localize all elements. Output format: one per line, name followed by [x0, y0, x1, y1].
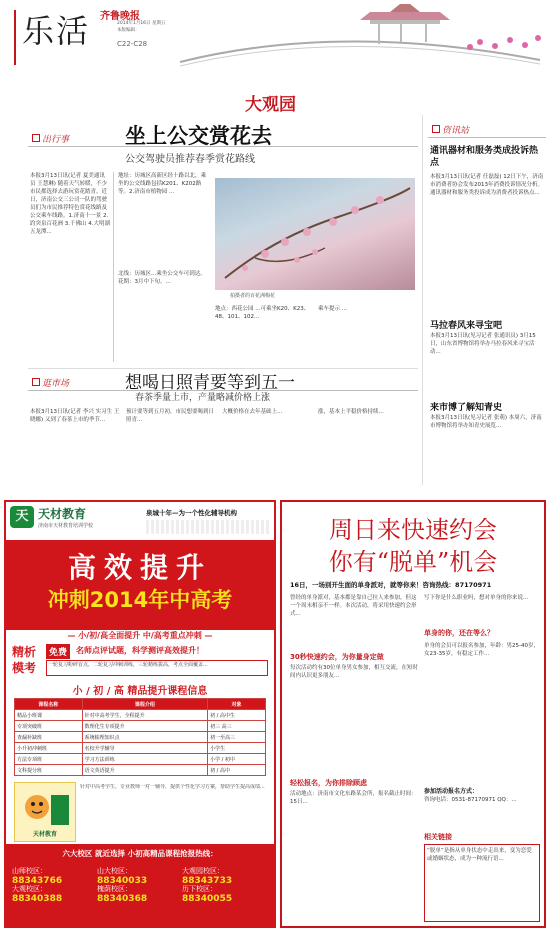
ad-slogan-fineprint	[146, 520, 271, 534]
article1-col1: 本报3月13日讯(记者 夏美通讯员 王慧琳) 随着天气转暖，不少市民都选择去游玩赏花踏青。近日，济南公交三公司一队的驾驶员们为市民推荐特色赏花线路及公交乘车线路。1.济南十一景 2.趵突泉百花洲 3.千佛山 4.大明湖五龙潭...	[30, 173, 110, 235]
ad-headline1: 高效提升	[67, 551, 212, 584]
plum-blossom-photo	[215, 178, 415, 290]
news-item2-title: 马拉春风来寻宝吧	[430, 321, 503, 331]
course-table-header: 课程名称	[15, 699, 83, 710]
ad-header	[6, 502, 274, 540]
course-cell: 小学 / 初中	[208, 754, 266, 765]
campus-phone: 88340055	[182, 894, 233, 904]
ad-free-line: 名师点评试题，科学测评高效提升！	[76, 646, 204, 655]
ad-right-headline2: 你有“脱单”机会	[328, 548, 498, 576]
ad-right-signup[interactable]: 咨询电话：0531-87170971 QQ：...	[424, 797, 517, 803]
ad-right-body2: 每次活动约有30位单身男女参加，相互交流，在短时间内认识更多朋友...	[290, 665, 419, 679]
course-cell: 语文英语提升	[82, 765, 207, 776]
ad-logo-sub: 济南市天材教育培训学校	[38, 523, 94, 529]
course-row	[15, 754, 266, 765]
campus-phone: 88340368	[97, 894, 148, 904]
ad-headline-block	[6, 540, 274, 630]
ad-headline2: 冲刺2014年中高考	[47, 588, 233, 612]
campus-name: 山大校区	[97, 867, 125, 875]
campus-name: 大观园校区	[182, 867, 217, 875]
course-cell: 名校升学辅导	[82, 743, 207, 754]
ad-feature-line: 一轮复习粉碎盲点，二轮复习冲刺训练，三轮精练拔高，考点全面覆盖...	[46, 660, 268, 676]
course-cell: 查漏补缺班	[15, 732, 83, 743]
campus-name: 历下校区	[182, 885, 210, 893]
masthead	[0, 0, 550, 70]
sidebar-divider	[422, 115, 423, 485]
ad-slogan: 泉城十年—为一个性化辅导机构	[146, 509, 237, 517]
tag-square-icon	[432, 125, 440, 133]
course-cell: 文科提分班	[15, 765, 83, 776]
campus-item[interactable]: 山师校区：88343766	[12, 867, 63, 886]
ad-bullet-text: 针对中高考学生，专业教师一对一辅导，提供个性化学习方案，帮助学生提高成绩...	[80, 784, 265, 790]
course-row	[15, 765, 266, 776]
course-cell: 精品小班课	[15, 710, 83, 721]
campus-phone: 88343766	[12, 876, 63, 886]
ad-subhead: — 小/初/高全面提升 中/高考重点冲刺 —	[67, 631, 213, 640]
course-row	[15, 721, 266, 732]
ad-right-related-body: “脱单”是指从单身状态中走出来，变为恋爱或婚姻状态，成为一种流行语...	[427, 848, 532, 862]
article1-title: 坐上公交赏花去	[125, 123, 272, 148]
news-item1-title: 通讯器材和服务类成投诉热点	[430, 146, 539, 168]
mascot-label: 天材教育	[32, 831, 57, 838]
ad-logo-text: 天材教育	[38, 507, 87, 521]
ad-block-label: 精析模考	[12, 645, 37, 675]
article1-col4: 地点：西花公园 ...可乘坐K20、K23、48、101、102...	[215, 306, 310, 320]
brand-title: 乐活	[22, 12, 91, 50]
campus-name: 山师校区	[12, 867, 40, 875]
article1-col2: 地址：历城区高新区经十路以北，乘坐的公交线路包括K201、K202路等。2.济南市植物园 ...	[118, 173, 207, 195]
section-tag-market	[32, 376, 69, 389]
course-table-header: 对象	[208, 699, 266, 710]
course-cell: 专项突破班	[15, 721, 83, 732]
blossom-branches	[215, 178, 415, 290]
article2-col4: 涨，基本上平稳价格持续...	[318, 409, 384, 415]
course-cell: 初一至高三	[208, 732, 266, 743]
section-tag-news	[432, 123, 469, 136]
ad-right-section2: 轻松报名，为你排除顾虑	[290, 779, 367, 787]
course-cell: 小升初冲刺班	[15, 743, 83, 754]
article1-subtitle: 公交驾驶员推荐春季赏花路线	[125, 154, 255, 165]
campus-item[interactable]: 山大校区：88340033	[97, 867, 148, 886]
tag-label: 资讯站	[442, 126, 470, 136]
column-divider	[113, 172, 114, 362]
section-banner: 大观园	[245, 95, 296, 115]
ad-campus-block	[6, 844, 274, 928]
campus-name: 槐荫校区	[97, 885, 125, 893]
news-item3-title: 来市博了解知青史	[430, 403, 503, 413]
course-cell: 方法专项班	[15, 754, 83, 765]
campus-phone: 88340033	[97, 876, 148, 886]
ad-right-intro: 16日，一场别开生面的单身派对，就等你来！咨询热线：87170971	[290, 581, 492, 589]
course-cell: 数理化生专项提升	[82, 721, 207, 732]
education-ad[interactable]	[4, 500, 276, 928]
course-row	[15, 732, 266, 743]
ad-right-section3: 单身的你，还在等么？	[424, 629, 494, 637]
tag-label: 出行事	[42, 135, 70, 145]
article1-col5: 乘车提示 ...	[318, 306, 347, 312]
ad-logo-icon: 天	[10, 506, 34, 528]
course-cell: 针对中高考学生，全程提升	[82, 710, 207, 721]
course-cell: 小学生	[208, 743, 266, 754]
ad-right-related: 相关链接	[424, 833, 452, 841]
course-row	[15, 710, 266, 721]
campus-list	[12, 866, 268, 902]
campus-item[interactable]: 大观校区：88340388	[12, 885, 63, 904]
campus-item[interactable]: 大观园校区：88343733	[182, 867, 233, 886]
ad-course-header: 小 / 初 / 高 精品提升课程信息	[72, 686, 208, 697]
article2-title: 想喝日照青要等到五一	[125, 373, 295, 393]
news-item2-body: 本报3月13日讯(见习记者 张通讯员) 3月15日，山东省博物馆将举办马拉春风来寻宝活动...	[430, 333, 536, 355]
ad-cta: 六大校区 就近选择 小初高精品课程抢报热线：	[62, 849, 218, 858]
newspaper-logo: 齐鲁晚报	[100, 11, 140, 22]
ad-right-signup-title: 参加活动报名方式：	[424, 788, 479, 795]
ad-mascot-image	[14, 782, 76, 842]
campus-name: 大观校区	[12, 885, 40, 893]
article2-col1: 本报3月13日讯(记者 李兴 实习生 王晓娜) 又到了春茶上市的季节...	[30, 409, 120, 423]
dating-event-ad[interactable]	[280, 500, 546, 928]
course-cell: 系统梳理知识点	[82, 732, 207, 743]
ad-right-body3: 活动地点：济南市文化东路某会所，报名截止时间：15日...	[290, 791, 417, 805]
course-table	[14, 698, 266, 776]
campus-item[interactable]: 历下校区：88340055	[182, 885, 233, 904]
editor-line: 本版编辑：	[117, 28, 140, 33]
bridge-illustration	[140, 2, 550, 72]
divider	[428, 137, 546, 138]
campus-phone: 88343733	[182, 876, 233, 886]
campus-item[interactable]: 槐荫校区：88340368	[97, 885, 148, 904]
ad-right-right-body2: 单身的会员可以报名参加，年龄：男25-40岁，女23-35岁，有稳定工作...	[424, 643, 539, 657]
course-cell: 学习方法训练	[82, 754, 207, 765]
masthead-accent-bar	[14, 10, 16, 65]
ad-right-section1: 30秒快速约会，为你量身定做	[290, 653, 384, 661]
section-tag-travel	[32, 132, 69, 145]
tag-label: 逛市场	[42, 379, 70, 389]
course-row	[15, 743, 266, 754]
article1-col3: 北线：历城区...乘坐公交车可到达。花期：3月中下旬。...	[118, 271, 206, 285]
article2-col3: 大概价格在去年基础上...	[222, 409, 283, 415]
campus-phone: 88340388	[12, 894, 63, 904]
article2-subtitle: 春茶季量上市，产量略减价格上涨	[135, 393, 271, 403]
ad-right-right-body: 写下你是什么职业吗，想对单身的你来说...	[424, 595, 529, 601]
tag-square-icon	[32, 134, 40, 142]
news-item3-body: 本报3月13日讯(见习记者 张萌) 本周六，济南市博物馆将举办知青史展览...	[430, 415, 542, 429]
article2-col2: 预计要等到五月初，市民想要喝到日照青...	[126, 409, 215, 423]
related-box	[424, 844, 540, 922]
ad-right-body1: 曾经的单身派对，基本都是靠自己拉人来参加，但这一个周末相亲不一样。本次活动，将采用快速约会形式...	[290, 595, 417, 617]
news-item1-body: 本报3月13日讯(记者 任磊磊) 12日下午，济南市消费者协会发布2013年消费投诉情况分析。通讯器材和服务类投诉成为消费者投诉热点...	[430, 174, 544, 196]
course-table-header: 课程介绍	[82, 699, 207, 710]
date-line: 2014年1月16日 星期五	[117, 21, 166, 26]
tag-square-icon	[32, 378, 40, 386]
course-cell: 初三 高三	[208, 721, 266, 732]
page-range: C22-C28	[117, 40, 148, 48]
course-cell: 初 / 高中	[208, 765, 266, 776]
ad-right-headline1: 周日来快速约会	[329, 516, 497, 544]
course-cell: 初 / 高中生	[208, 710, 266, 721]
ad-free-badge: 免费	[46, 644, 70, 659]
photo-caption: 拍摄者的百花洲梅花	[230, 293, 276, 299]
